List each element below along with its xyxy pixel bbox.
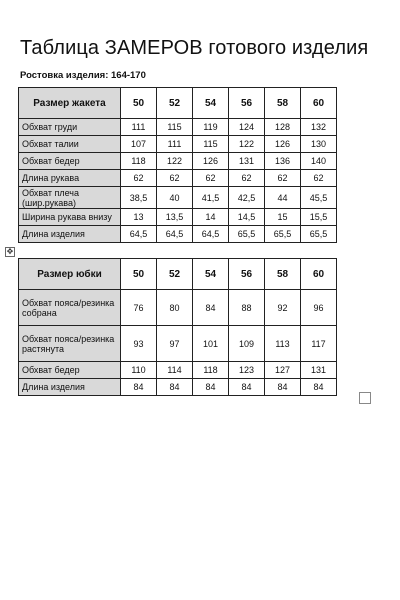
table-cell: 13,5 <box>157 209 193 226</box>
table-cell: 15 <box>265 209 301 226</box>
table-cell: 76 <box>121 290 157 326</box>
table-cell: 123 <box>229 362 265 379</box>
table-cell: 124 <box>229 119 265 136</box>
table-row <box>19 290 337 326</box>
table-cell: 84 <box>265 379 301 396</box>
table-cell: 88 <box>229 290 265 326</box>
table-cell: 111 <box>121 119 157 136</box>
table-cell: 118 <box>193 362 229 379</box>
table-cell: 132 <box>301 119 337 136</box>
table-cell: 111 <box>157 136 193 153</box>
table-cell: 45,5 <box>301 187 337 209</box>
table-row <box>19 362 337 379</box>
table-cell: 126 <box>265 136 301 153</box>
table-cell: 65,5 <box>265 226 301 243</box>
table-cell: 62 <box>229 170 265 187</box>
table-cell: 131 <box>229 153 265 170</box>
table-row <box>19 170 337 187</box>
table-cell: 64,5 <box>121 226 157 243</box>
size-header: 60 <box>301 88 337 119</box>
size-header: 52 <box>157 259 193 290</box>
table-cell: 96 <box>301 290 337 326</box>
table-header-row <box>19 88 337 119</box>
table-row <box>19 326 337 362</box>
resize-icon[interactable] <box>359 392 371 404</box>
table-cell: 84 <box>301 379 337 396</box>
table-row <box>19 226 337 243</box>
table-cell: 92 <box>265 290 301 326</box>
size-header: 54 <box>193 88 229 119</box>
measurement-label: Длина рукава <box>19 170 121 187</box>
table-cell: 62 <box>301 170 337 187</box>
measurement-label: Длина изделия <box>19 379 121 396</box>
skirt-size-header: Размер юбки <box>19 259 121 290</box>
table-cell: 44 <box>265 187 301 209</box>
table-cell: 84 <box>193 290 229 326</box>
table-cell: 128 <box>265 119 301 136</box>
table-cell: 14,5 <box>229 209 265 226</box>
table-cell: 13 <box>121 209 157 226</box>
table-cell: 117 <box>301 326 337 362</box>
table-row <box>19 379 337 396</box>
table-cell: 113 <box>265 326 301 362</box>
table-cell: 122 <box>229 136 265 153</box>
table-cell: 136 <box>265 153 301 170</box>
measurement-label: Обхват талии <box>19 136 121 153</box>
table-row <box>19 209 337 226</box>
measurement-label: Обхват груди <box>19 119 121 136</box>
table-cell: 84 <box>193 379 229 396</box>
table-cell: 119 <box>193 119 229 136</box>
jacket-size-header: Размер жакета <box>19 88 121 119</box>
table-cell: 122 <box>157 153 193 170</box>
table-cell: 131 <box>301 362 337 379</box>
measurement-label: Обхват бедер <box>19 362 121 379</box>
table-cell: 109 <box>229 326 265 362</box>
table-cell: 41,5 <box>193 187 229 209</box>
size-header: 60 <box>301 259 337 290</box>
table-cell: 65,5 <box>301 226 337 243</box>
measurement-label: Обхват пояса/резинка собрана <box>19 290 121 326</box>
table-cell: 62 <box>193 170 229 187</box>
table-row <box>19 187 337 209</box>
table-cell: 65,5 <box>229 226 265 243</box>
table-cell: 97 <box>157 326 193 362</box>
table-cell: 115 <box>193 136 229 153</box>
table-cell: 114 <box>157 362 193 379</box>
table-cell: 62 <box>265 170 301 187</box>
measurement-label: Обхват пояса/резинка растянута <box>19 326 121 362</box>
table-cell: 64,5 <box>193 226 229 243</box>
height-range-label: Ростовка изделия: 164-170 <box>20 70 146 81</box>
size-header: 54 <box>193 259 229 290</box>
table-cell: 93 <box>121 326 157 362</box>
table-cell: 126 <box>193 153 229 170</box>
table-row <box>19 136 337 153</box>
table-cell: 15,5 <box>301 209 337 226</box>
table-cell: 14 <box>193 209 229 226</box>
table-cell: 80 <box>157 290 193 326</box>
table-row <box>19 153 337 170</box>
size-header: 56 <box>229 88 265 119</box>
measurement-label: Длина изделия <box>19 226 121 243</box>
document-title: Таблица ЗАМЕРОВ готового изделия <box>20 37 369 59</box>
size-header: 58 <box>265 259 301 290</box>
measurement-label: Обхват плеча (шир.рукава) <box>19 187 121 209</box>
table-cell: 38,5 <box>121 187 157 209</box>
table-cell: 130 <box>301 136 337 153</box>
table-cell: 62 <box>121 170 157 187</box>
table-cell: 140 <box>301 153 337 170</box>
table-cell: 101 <box>193 326 229 362</box>
measurement-label: Обхват бедер <box>19 153 121 170</box>
size-header: 58 <box>265 88 301 119</box>
table-cell: 115 <box>157 119 193 136</box>
table-cell: 62 <box>157 170 193 187</box>
size-header: 50 <box>121 88 157 119</box>
move-icon[interactable]: ✥ <box>6 247 14 256</box>
table-cell: 42,5 <box>229 187 265 209</box>
measurement-label: Ширина рукава внизу <box>19 209 121 226</box>
size-header: 50 <box>121 259 157 290</box>
table-cell: 84 <box>121 379 157 396</box>
table-cell: 64,5 <box>157 226 193 243</box>
size-header: 56 <box>229 259 265 290</box>
table-cell: 40 <box>157 187 193 209</box>
size-header: 52 <box>157 88 193 119</box>
skirt-size-table <box>18 258 337 396</box>
table-cell: 107 <box>121 136 157 153</box>
table-cell: 118 <box>121 153 157 170</box>
table-header-row <box>19 259 337 290</box>
table-cell: 84 <box>157 379 193 396</box>
table-row <box>19 119 337 136</box>
table-cell: 110 <box>121 362 157 379</box>
jacket-size-table <box>18 87 337 243</box>
table-cell: 84 <box>229 379 265 396</box>
table-cell: 127 <box>265 362 301 379</box>
